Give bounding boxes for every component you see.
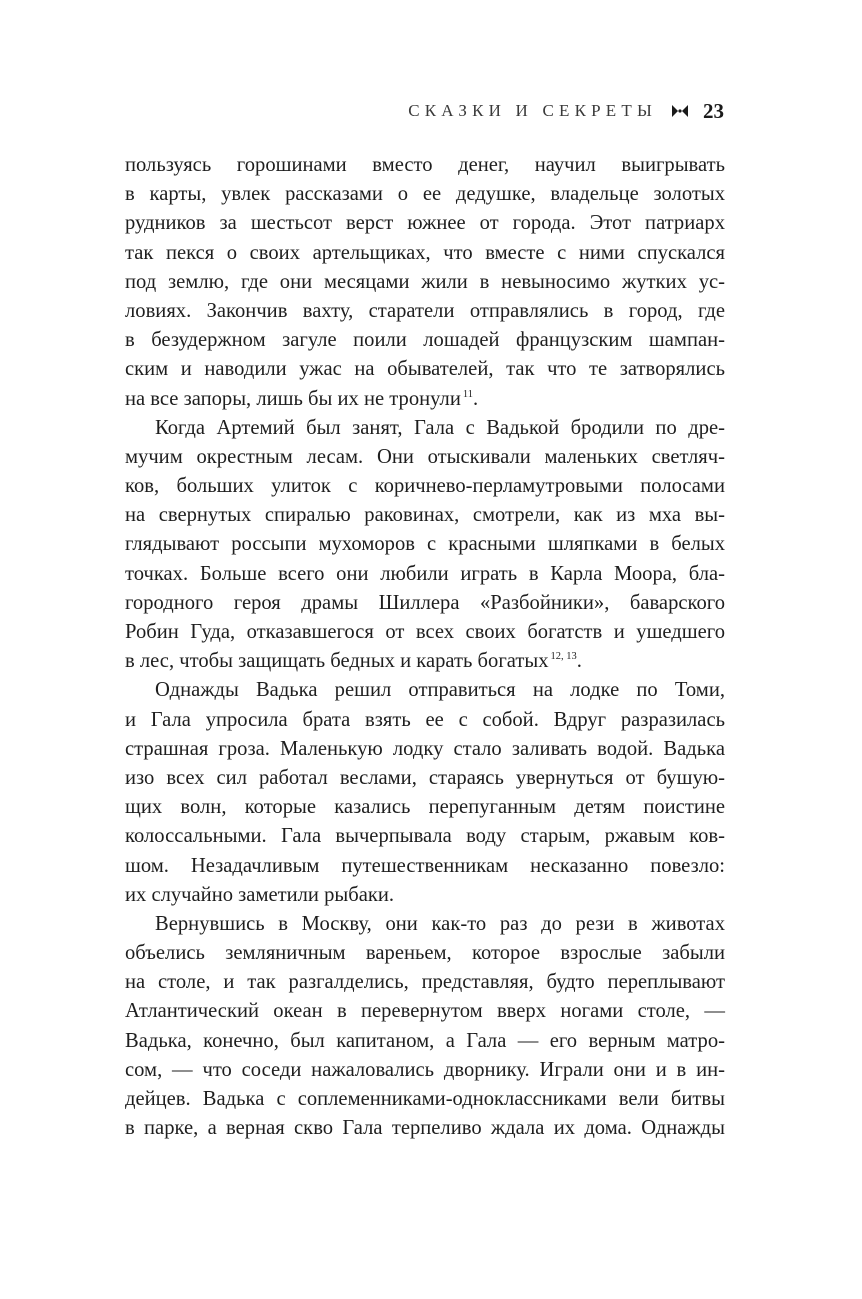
text-line: Вадька, конечно, был капитаном, а Гала — его верным матро- — [125, 1029, 725, 1052]
text-line: ков, больших улиток с коричнево-перламутровыми полосами — [125, 475, 725, 498]
text-line: колоссальными. Гала вычерпывала воду старым, ржавым ков- — [125, 825, 725, 848]
paragraph — [125, 414, 725, 677]
text-line: в безудержном загуле поили лошадей французским шампан- — [125, 329, 725, 352]
paragraph — [125, 151, 725, 414]
paragraph — [125, 676, 725, 910]
text-line: рудников за шестьсот верст южнее от города. Этот патриарх — [125, 212, 725, 235]
punctuation: . — [576, 650, 582, 673]
text-line: под землю, где они месяцами жили в невыносимо жутких ус- — [125, 270, 725, 293]
text-line: изо всех сил работал веслами, стараясь увернуться от бушую- — [125, 766, 725, 789]
text-line-last — [125, 385, 725, 414]
text-line-last — [125, 647, 725, 676]
text-line: Когда Артемий был занят, Гала с Вадькой бродили по дре- — [155, 416, 725, 439]
text-line: глядывают россыпи мухоморов с красными шляпками в белых — [125, 533, 725, 556]
text-line: щих волн, которые казались перепуганным детям поистине — [125, 796, 725, 819]
text-line: так пекся о своих артельщиках, что вместе с ними спускался — [125, 241, 725, 264]
text-line: ловиях. Закончив вахту, старатели отправлялись в город, где — [125, 299, 725, 322]
footnote-marker[interactable]: 12, 13 — [550, 651, 577, 663]
text-line: точках. Больше всего они любили играть в Карла Моора, бла- — [125, 562, 725, 585]
text-line: ским и наводили ужас на обывателей, так что те затворялись — [125, 358, 725, 381]
text-line: на свернутых спиралью раковинах, смотрели, как из мха вы- — [125, 504, 725, 527]
fleuron-icon — [671, 104, 689, 118]
text-line: на столе, и так разгалделись, представляя, будто переплывают — [125, 971, 725, 994]
body-text — [125, 151, 725, 1143]
paragraph — [125, 910, 725, 1144]
text-fragment: на все запоры, лишь бы их не тронули — [125, 387, 461, 410]
text-line: Робин Гуда, отказавшегося от всех своих богатств и ушедшего — [125, 621, 725, 643]
footnote-marker[interactable]: 11 — [462, 388, 473, 400]
running-head — [0, 95, 724, 127]
text-line: пользуясь горошинами вместо денег, научил выигрывать — [125, 154, 725, 176]
punctuation: . — [472, 387, 479, 410]
text-line: Однажды Вадька решил отправиться на лодке по Томи, — [155, 679, 725, 702]
section-title: СКАЗКИ И СЕКРЕТЫ — [408, 101, 657, 120]
text-line: шом. Незадачливым путешественникам несказанно повезло: — [125, 854, 725, 877]
text-line: Атлантический океан в перевернутом вверх ногами столе, — — [125, 1000, 725, 1023]
page-number: 23 — [703, 98, 724, 123]
text-fragment: их случайно заметили рыбаки. — [125, 883, 395, 906]
text-line: сом, — что соседи нажаловались дворнику. Играли они и в ин- — [125, 1058, 725, 1081]
text-line: в парке, а верная скво Гала терпеливо ждала их дома. Однажды — [125, 1117, 725, 1140]
text-fragment: в лес, чтобы защищать бедных и карать богатых — [125, 650, 549, 673]
text-line: страшная гроза. Маленькую лодку стало заливать водой. Вадька — [125, 737, 725, 760]
text-line: объелись земляничным вареньем, которое взрослые забыли — [125, 942, 725, 965]
text-line-last — [125, 881, 725, 910]
text-line: и Гала упросила брата взять ее с собой. Вдруг разразилась — [125, 708, 725, 731]
text-line: дейцев. Вадька с соплеменниками-одноклассниками вели битвы — [125, 1088, 725, 1110]
text-line: мучим окрестным лесам. Они отыскивали маленьких светляч- — [125, 445, 725, 468]
text-line: в карты, увлек рассказами о ее дедушке, владельце золотых — [125, 183, 725, 206]
text-line: городного героя драмы Шиллера «Разбойники», баварского — [125, 591, 725, 614]
text-line: Вернувшись в Москву, они как-то раз до рези в животах — [155, 912, 725, 935]
